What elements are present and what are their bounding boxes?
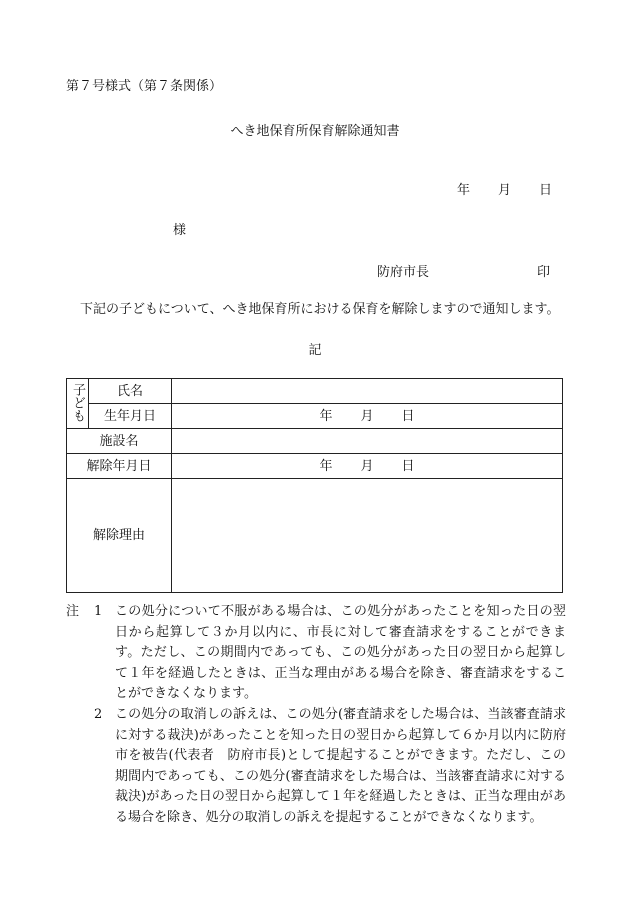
note-number: 2 <box>94 706 103 722</box>
reason-value-cell[interactable] <box>172 479 563 593</box>
year-label: 年 <box>319 408 333 424</box>
note-item <box>66 602 566 705</box>
issuer-name: 防府市長 <box>377 265 430 280</box>
body-text: 下記の子どもについて、へき地保育所における保育を解除しますので通知します。 <box>80 302 560 317</box>
month-label: 月 <box>360 408 374 424</box>
details-table <box>66 378 563 593</box>
month-label: 月 <box>360 458 374 474</box>
birthdate-value-cell[interactable] <box>172 404 563 429</box>
year-label: 年 <box>319 458 333 474</box>
table-row-facility <box>67 429 563 454</box>
child-group-cell <box>67 379 89 429</box>
notes-label: 注 <box>66 604 80 619</box>
form-number: 第７号様式（第７条関係） <box>66 79 223 94</box>
addressee-suffix: 様 <box>173 223 187 238</box>
ki-heading: 記 <box>308 343 322 358</box>
table-row-name <box>67 379 563 404</box>
table-row-birthdate <box>67 404 563 429</box>
note-item <box>66 705 566 829</box>
day-label: 日 <box>401 408 415 424</box>
reason-label: 解除理由 <box>67 479 172 593</box>
note-text: この処分の取消しの訴えは、この処分(審査請求をした場合は、当該審査請求に対する裁決)があったことを知った日の翌日から起算して６か月以内に防府市を被告(代表者 防府市長)として提起することができます。ただし、この期間内であっても、この処分(審査請求をした場合は、当該審査請求に対する裁決)があった日の翌日から起算して１年を経過したときは、正当な理由がある場合を除き、処分の取消しの訴えを提起することができなくなります。 <box>115 706 566 825</box>
release-date-value-cell[interactable] <box>172 454 563 479</box>
day-label: 日 <box>539 183 553 198</box>
document-title: へき地保育所保育解除通知書 <box>230 124 400 139</box>
table-row-release-date <box>67 454 563 479</box>
notes-section <box>66 602 566 829</box>
issue-date <box>457 184 552 197</box>
day-label: 日 <box>401 458 415 474</box>
note-number: 1 <box>94 604 103 619</box>
facility-label: 施設名 <box>67 429 172 454</box>
seal-mark: 印 <box>537 265 551 280</box>
release-date-label: 解除年月日 <box>67 454 172 479</box>
child-group-label: 子ども <box>70 382 85 422</box>
table-row-reason <box>67 479 563 593</box>
note-text: この処分について不服がある場合は、この処分があったことを知った日の翌日から起算して３か月以内に、市長に対して審査請求をすることができます。ただし、この期間内であっても、この処分があった日の翌日から起算して１年を経過したときは、正当な理由がある場合を除き、審査請求をすることができなくなります。 <box>115 604 566 702</box>
name-value-cell[interactable] <box>172 379 563 404</box>
year-label: 年 <box>457 183 471 198</box>
facility-value-cell[interactable] <box>172 429 563 454</box>
birthdate-label: 生年月日 <box>89 404 172 429</box>
name-label: 氏名 <box>89 379 172 404</box>
month-label: 月 <box>498 183 512 198</box>
